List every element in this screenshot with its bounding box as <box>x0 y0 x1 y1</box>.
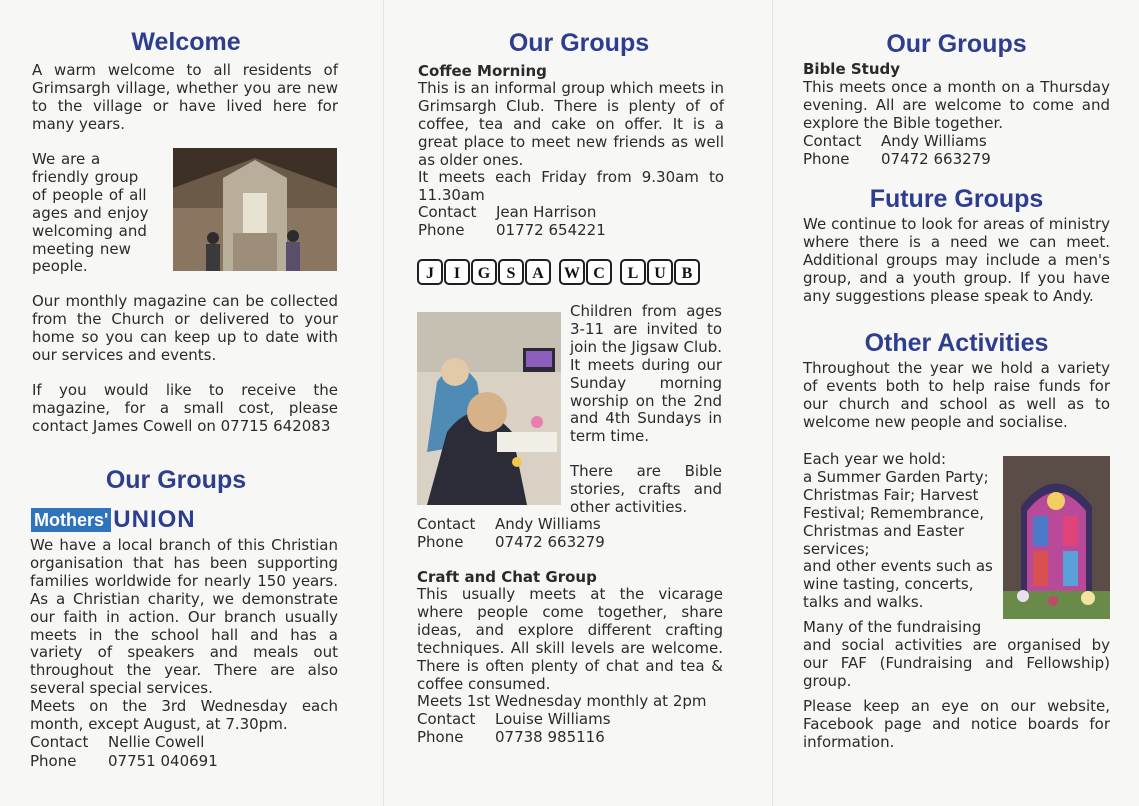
bible-study-contact <box>803 133 1110 169</box>
bible-study-heading: Bible Study <box>803 60 901 78</box>
jigsaw-club-contact <box>417 516 723 552</box>
jigsaw-letter-piece: G <box>471 259 497 285</box>
jigsaw-letter-piece: B <box>674 259 700 285</box>
our-groups-title-left: Our Groups <box>105 466 247 494</box>
jigsaw-letter-piece: L <box>620 259 646 285</box>
annual-event-line: a Summer Garden Party; <box>803 467 989 486</box>
other-activities-title: Other Activities <box>864 329 1049 357</box>
panel-right <box>774 0 1139 806</box>
mothers-union-meeting-times: Meets on the 3rd Wednesday each month, except August, at 7.30pm. <box>30 697 338 733</box>
coffee-morning-times: It meets each Friday from 9.30am to 11.30am <box>418 168 724 204</box>
bible-contact-label: Contact <box>803 132 862 150</box>
craft-chat-contact <box>417 711 723 747</box>
craft-phone-label: Phone <box>417 727 464 746</box>
phone-number: 07751 040691 <box>108 751 218 770</box>
jigsaw-letter-piece: A <box>525 259 551 285</box>
jigsaw-letter-piece: U <box>647 259 673 285</box>
coffee-morning-heading: Coffee Morning <box>418 62 547 80</box>
jigsaw-contact-name: Andy Williams <box>495 515 601 533</box>
fold-line-1 <box>383 0 384 806</box>
mothers-union-description: We have a local branch of this Christian organisation that has been supporting families worldwide for nearly 150 years. As a Christian charity, we demonstrate our faith in action. Our branch usually meets in the school hall and has a variety of speakers and meals out throughout the year. There are also several special services. <box>30 536 338 698</box>
bible-contact-name: Andy Williams <box>881 132 987 150</box>
jigsaw-letter-piece: C <box>586 259 612 285</box>
mothers-union-logo <box>31 508 196 532</box>
jigsaw-letter-piece: S <box>498 259 524 285</box>
phone-label: Phone <box>30 751 77 770</box>
jigsaw-contact-label: Contact <box>417 515 476 533</box>
coffee-phone-label: Phone <box>418 220 465 239</box>
magazine-paragraph: Our monthly magazine can be collected from the Church or delivered to your home so you can keep up to date with our services and events. <box>32 292 338 364</box>
bible-study-description: This meets once a month on a Thursday evening. All are welcome to come and explore the Bible together. <box>803 78 1110 132</box>
fold-line-2 <box>772 0 773 806</box>
annual-event-line: Christmas Fair; Harvest <box>803 485 979 504</box>
annual-event-line: services; <box>803 539 870 558</box>
website-notice: Please keep an eye on our website, Facebook page and notice boards for information. <box>803 697 1110 751</box>
coffee-morning-contact <box>418 204 724 240</box>
our-groups-title-right: Our Groups <box>886 30 1027 58</box>
craft-chat-times: Meets 1st Wednesday monthly at 2pm <box>417 692 707 710</box>
jigsaw-club-description: Children from ages 3-11 are invited to join the Jigsaw Club. It meets during our Sunday morning worship on the 2nd and 4th Sundays in term time. <box>570 302 722 446</box>
bible-phone-label: Phone <box>803 149 850 168</box>
other-activities-description: Throughout the year we hold a variety of events both to help raise funds for our church and school as well as to welcome new people and socialise. <box>803 359 1110 431</box>
jigsaw-club-photo <box>417 312 561 505</box>
future-groups-title: Future Groups <box>869 185 1044 213</box>
magazine-contact-paragraph: If you would like to receive the magazine, for a small cost, please contact James Cowell on 07715 642083 <box>32 381 338 435</box>
jigsaw-club-activities: There are Bible stories, crafts and other activities. <box>570 462 722 516</box>
coffee-contact-name: Jean Harrison <box>496 203 597 221</box>
annual-event-line: and other events such as <box>803 557 993 576</box>
friendly-group-paragraph: We are a friendly group of people of all ages and enjoy welcoming and meeting new people. <box>32 150 149 276</box>
jigsaw-club-banner <box>417 259 701 285</box>
craft-contact-name: Louise Williams <box>495 710 611 728</box>
coffee-contact-label: Contact <box>418 203 477 221</box>
annual-events-list <box>803 451 1003 612</box>
mothers-union-logo-right: UNION <box>113 506 196 533</box>
welcome-paragraph: A warm welcome to all residents of Grimsargh village, whether you are new to the village or have lived here for many years. <box>32 61 338 133</box>
panel-left <box>0 0 380 806</box>
future-groups-description: We continue to look for areas of ministry where there is a need we can meet. Additional groups may include a men's group, and a youth group. If you have any suggestions please speak to Andy. <box>803 215 1110 305</box>
jigsaw-phone-label: Phone <box>417 532 464 551</box>
annual-event-line: talks and walks. <box>803 593 924 612</box>
annual-event-line: wine tasting, concerts, <box>803 575 974 594</box>
contact-label: Contact <box>30 733 89 751</box>
annual-event-line: Each year we hold: <box>803 450 947 468</box>
coffee-morning-description: This is an informal group which meets in Grimsargh Club. There is plenty of of coffee, tea and cake on offer. It is a great place to meet new friends as well as older ones. <box>418 79 724 169</box>
craft-chat-heading: Craft and Chat Group <box>417 568 597 586</box>
annual-event-line: Festival; Remembrance, <box>803 503 985 522</box>
craft-contact-label: Contact <box>417 710 476 728</box>
panel-middle <box>386 0 770 806</box>
craft-chat-description: This usually meets at the vicarage where people come together, share ideas, and explore different crafting techniques. All skill levels are welcome. There is often plenty of chat and tea & coffee consumed. <box>417 585 723 693</box>
jigsaw-phone-number: 07472 663279 <box>495 532 605 551</box>
welcome-title: Welcome <box>131 28 241 56</box>
jigsaw-letter-piece: I <box>444 259 470 285</box>
our-groups-title-middle: Our Groups <box>508 29 650 57</box>
craft-phone-number: 07738 985116 <box>495 727 605 746</box>
jigsaw-letter-piece: W <box>559 259 585 285</box>
coffee-phone-number: 01772 654221 <box>496 220 606 239</box>
contact-name: Nellie Cowell <box>108 733 205 751</box>
fundraising-line1: Many of the fundraising <box>803 618 982 636</box>
stained-glass-window-photo <box>1003 456 1110 619</box>
church-interior-photo <box>173 148 337 271</box>
jigsaw-letter-piece: J <box>417 259 443 285</box>
fundraising-description: and social activities are organised by our FAF (Fundraising and Fellowship) group. <box>803 636 1110 690</box>
mothers-union-logo-left: Mothers' <box>31 508 111 532</box>
mothers-union-contact <box>30 734 338 771</box>
annual-event-line: Christmas and Easter <box>803 521 965 540</box>
bible-phone-number: 07472 663279 <box>881 149 991 168</box>
